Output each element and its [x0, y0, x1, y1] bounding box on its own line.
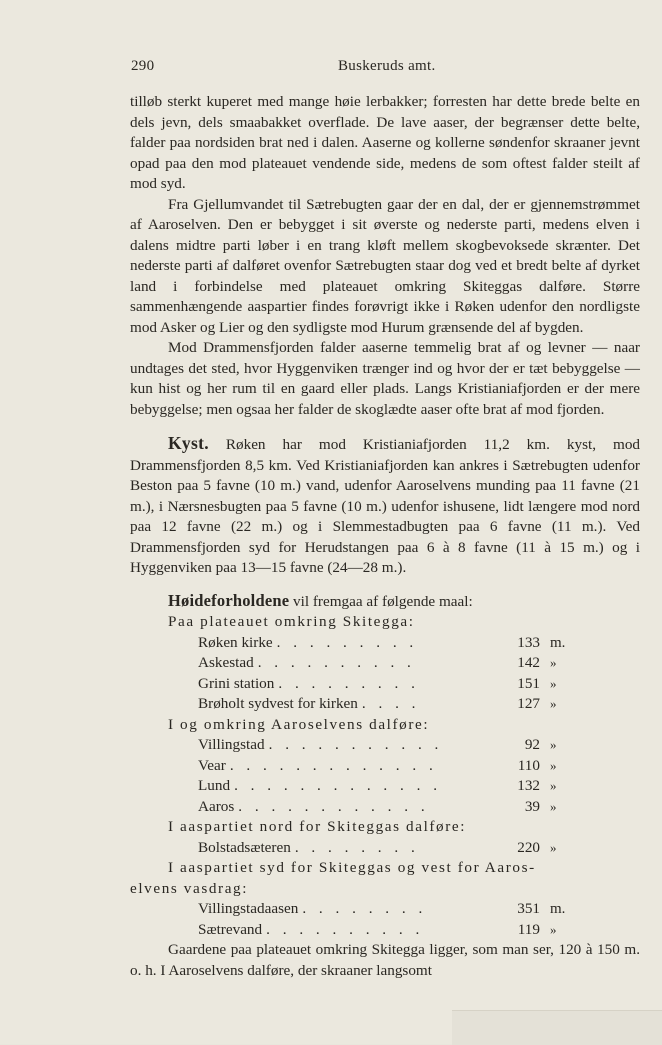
height-unit: »: [550, 839, 557, 855]
height-unit: m.: [550, 634, 566, 651]
height-group-label: [130, 858, 640, 899]
height-row: [198, 653, 580, 674]
leader-dots: . . . . . . . . . .: [257, 654, 416, 671]
leader-dots: . . . . . . . . . . .: [268, 736, 443, 753]
leader-dots: . . . . . . . . .: [278, 674, 420, 692]
height-row: [198, 735, 580, 756]
kyst-text: Røken har mod Kristianiafjorden 11,2 km. kyst, mod Drammensfjorden 8,5 km. Ved Kristianiafjorden kan ankres i Sætrebugten udenfor Beston paa 5 favne (10 m.) vand, udenfor Aaroselvens munding paa 11 favne (21 m.), i Nærsnesbugten paa 5 favne (10 m.) udenfor ishusene, lidt længere mod nord paa 12 favne (22 m.) og i Slemmestadbugten paa 6 favne (11 m.). Ved Drammensfjorden syd for Herudstangen paa 6 à 8 favne (11 à 15 m.) og i Hyggenviken paa 13—15 favne (24—28 m.).: [130, 436, 640, 576]
height-row: [198, 899, 580, 920]
height-row: [198, 633, 580, 654]
height-place-name: Bolstadsæteren: [198, 838, 291, 856]
page-body: [130, 92, 640, 981]
height-group-label: [130, 817, 640, 838]
leader-dots: . . . . . . . . . . . . .: [229, 756, 438, 774]
paragraph: Fra Gjellumvandet til Sætrebugten gaar der en dal, der er gjennemstrømmet af Aaroselven. Den er bebygget i sit øverste og nederste parti, medens elven i dalens midtre parti løber i en trang kløft mellem skogbevoksede skrænter. Det nederste parti af dalføret ovenfor Sætrebugten staar dog ved et bredt belte af dyrket land i forbindelse med plateauet omkring Skiteggas dalføre. Større sammenhængende aaspartier findes forøvrigt ikke i Røken udenfor den nordligste mod Asker og Lier og den sydligste mod Hurum grænsende del af bygden.: [130, 195, 640, 336]
height-group-label-continuation: elvens vasdrag:: [130, 879, 249, 897]
height-unit: »: [550, 921, 557, 937]
running-title: Buskeruds amt.: [338, 58, 436, 74]
height-value: 110: [517, 756, 540, 774]
height-group-label-text: I aaspartiet nord for Skiteggas dalføre:: [168, 818, 467, 835]
leader-dots: . . . . . . . . .: [276, 633, 418, 651]
closing-paragraph: Gaardene paa plateauet omkring Skitegga ligger, som man ser, 120 à 150 m. o. h. I Aaroselvens dalføre, der skraaner langsomt: [130, 941, 640, 979]
height-unit: »: [550, 696, 557, 711]
height-unit: m.: [550, 901, 566, 917]
height-value: 132: [517, 777, 540, 794]
leader-dots: . . . . . . . . . . . .: [238, 797, 430, 815]
height-place-name: Brøholt sydvest for kirken: [198, 695, 358, 712]
height-group-label: [130, 612, 640, 633]
scan-shadow: [452, 1010, 662, 1045]
leader-dots: . . . . . . . . . . . . .: [234, 777, 442, 794]
height-value: 127: [517, 695, 540, 712]
height-value: 151: [517, 674, 540, 692]
height-group-label-text: I aaspartiet syd for Skiteggas og vest for Aaros-: [168, 859, 536, 876]
leader-dots: . . . . . . . .: [302, 900, 427, 917]
height-unit: »: [550, 798, 557, 814]
leader-dots: . . . .: [361, 695, 420, 712]
paragraph: tilløb sterkt kuperet med mange høie lerbakker; forresten har dette brede belte en dels jevn, dels smaabakket overflade. De lave aaser, der begrænser dette belte, falder paa nordsiden brat ned i dalen. Aaserne og kollerne søndenfor skraaner jevnt opad paa den mod plateauet vendende side, medens de som oftest falder steilt af mod syd.: [130, 93, 640, 192]
height-value: 351: [517, 900, 540, 917]
height-row: [198, 838, 580, 859]
height-group-label: [130, 715, 640, 736]
height-place-name: Villingstadaasen: [198, 900, 299, 917]
height-place-name: Villingstad: [198, 736, 265, 753]
height-value: 142: [517, 654, 540, 671]
height-row: [198, 797, 580, 818]
height-place-name: Askestad: [198, 654, 254, 671]
height-row: [198, 756, 580, 777]
height-row: [198, 694, 580, 715]
heights-heading-line: [130, 591, 640, 613]
height-unit: »: [550, 655, 557, 670]
heights-groups: [130, 612, 640, 940]
kyst-heading: Kyst.: [168, 433, 209, 453]
height-place-name: Vear: [198, 756, 226, 774]
page-number: 290: [131, 58, 155, 74]
height-place-name: Sætrevand: [198, 920, 263, 938]
paragraph: Mod Drammensfjorden falder aaserne temmelig brat af og levner — naar undtages det sted, hvor Hyggenviken trænger ind og hvor der er tæt bebyggelse — kun hist og her rum til en gaard eller plads. Langs Kristianiafjorden er der mere bebyggelse; men ogsaa her falder de skoglædte aaser ofte brat af mod fjorden.: [130, 339, 640, 418]
height-unit: »: [550, 675, 557, 691]
heights-intro: vil fremgaa af følgende maal:: [293, 592, 473, 610]
height-unit: »: [550, 778, 557, 793]
height-place-name: Grini station: [198, 674, 275, 692]
leader-dots: . . . . . . . .: [294, 838, 420, 856]
height-value: 92: [524, 736, 540, 753]
height-group-label-text: I og omkring Aaroselvens dalføre:: [168, 715, 430, 733]
height-value: 39: [524, 797, 540, 815]
height-row: [198, 920, 580, 941]
leader-dots: . . . . . . . . . .: [266, 920, 424, 938]
height-row: [198, 674, 580, 695]
height-place-name: Aaros: [198, 797, 235, 815]
height-value: 133: [517, 633, 540, 651]
heights-section: [130, 591, 640, 941]
kyst-section: [130, 433, 640, 579]
height-row: [198, 776, 580, 797]
height-unit: »: [550, 737, 557, 752]
height-value: 220: [517, 838, 540, 856]
height-place-name: Lund: [198, 777, 231, 794]
height-place-name: Røken kirke: [198, 633, 273, 651]
heights-heading: Høideforholdene: [168, 590, 290, 610]
height-value: 119: [517, 920, 540, 938]
height-unit: »: [550, 757, 557, 773]
height-group-label-text: Paa plateauet omkring Skitegga:: [168, 613, 415, 630]
